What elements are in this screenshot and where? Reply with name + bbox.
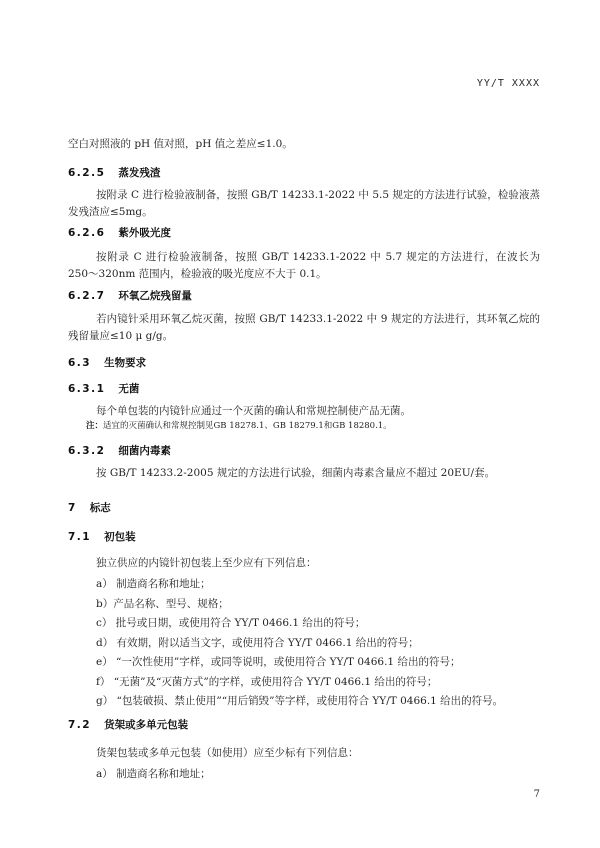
section-number: 7.1 [68, 531, 92, 543]
section-title: 生物要求 [104, 357, 147, 369]
section-heading-6-3-1 [68, 381, 540, 398]
paragraph-6-2-7: 若内镜针采用环氧乙烷灭菌，按照 GB/T 14233.1-2022 中 9 规定的方法进行，其环氧乙烷的残留量应≤10 μ g/g。 [68, 313, 540, 342]
doc-code-header: YY/T XXXX [476, 78, 540, 89]
section-heading-6-3-2 [68, 443, 540, 460]
note-6-3-1 [86, 420, 540, 433]
section-title: 货架或多单元包装 [104, 718, 189, 731]
list-item: g） “包装破损、禁止使用”“用后销毁”等字样，或使用符合 YY/T 0466.1 给出的符号。 [96, 695, 504, 707]
list-item: f） “无菌”及“灭菌方式”的字样，或使用符合 YY/T 0466.1 给出的符号； [96, 675, 438, 688]
paragraph-6-3-2: 按 GB/T 14233.2-2005 规定的方法进行试验，细菌内毒素含量应不超过 20EU/套。 [96, 467, 496, 479]
note-text: 适宜的灭菌确认和常规控制见GB 18278.1、GB 18279.1和GB 18280.1。 [103, 421, 392, 431]
continued-paragraph: 空白对照液的 pH 值对照，pH 值之差应≤1.0。 [68, 138, 293, 150]
list-item: e） “一次性使用”字样，或同等说明，或使用符合 YY/T 0466.1 给出的符号； [96, 656, 461, 668]
section-title: 蒸发残渣 [118, 167, 161, 179]
section-title: 环氧乙烷残留量 [118, 290, 192, 302]
document-content [68, 136, 540, 784]
section-number: 7 [68, 502, 77, 514]
section-number: 6.3.1 [68, 383, 106, 395]
paragraph-6-3-1: 每个单包装的内镜针应通过一个灭菌的确认和常规控制使产品无菌。 [96, 405, 411, 417]
section-number: 6.2.7 [68, 290, 106, 302]
list-item: a） 制造商名称和地址； [96, 578, 211, 590]
list-item: b）产品名称、型号、规格； [96, 597, 229, 610]
section-number: 6.2.5 [68, 167, 106, 179]
list-7-1 [96, 575, 540, 712]
chapter-heading-7 [68, 500, 540, 517]
section-heading-6-2-7 [68, 288, 540, 305]
section-heading-7-1 [68, 529, 540, 546]
section-heading-6-3 [68, 355, 540, 372]
section-heading-6-2-5 [68, 165, 540, 182]
paragraph-6-2-6: 按附录 C 进行检验液制备，按照 GB/T 14233.1-2022 中 5.7 规定的方法进行，在波长为 250～320nm 范围内，检验液的吸光度应不大于 0.1。 [68, 251, 540, 280]
section-number: 7.2 [68, 718, 92, 731]
section-number: 6.3 [68, 357, 92, 369]
section-number: 6.3.2 [68, 445, 106, 457]
page-number: 7 [533, 789, 540, 800]
section-title: 初包装 [104, 531, 136, 543]
section-title: 无菌 [118, 383, 140, 395]
list-item: d） 有效期，附以适当文字，或使用符合 YY/T 0466.1 给出的符号； [96, 636, 419, 649]
list-7-2 [96, 765, 540, 785]
list-item: a） 制造商名称和地址； [96, 767, 211, 780]
section-heading-7-2 [68, 717, 540, 734]
section-number: 6.2.6 [68, 227, 106, 239]
section-title: 标志 [89, 502, 111, 514]
intro-7-1: 独立供应的内镜针初包装上至少应有下列信息： [96, 557, 317, 569]
section-title: 紫外吸光度 [118, 227, 171, 239]
section-heading-6-2-6 [68, 225, 540, 242]
intro-7-2: 货架包装或多单元包装（如使用）应至少标有下列信息： [96, 746, 359, 759]
list-item: c） 批号或日期，或使用符合 YY/T 0466.1 给出的符号； [96, 617, 366, 629]
section-title: 细菌内毒素 [118, 445, 171, 457]
note-label: 注： [86, 421, 104, 431]
paragraph-6-2-5: 按附录 C 进行检验液制备，按照 GB/T 14233.1-2022 中 5.5 规定的方法进行试验，检验液蒸发残渣应≤5mg。 [68, 189, 540, 218]
